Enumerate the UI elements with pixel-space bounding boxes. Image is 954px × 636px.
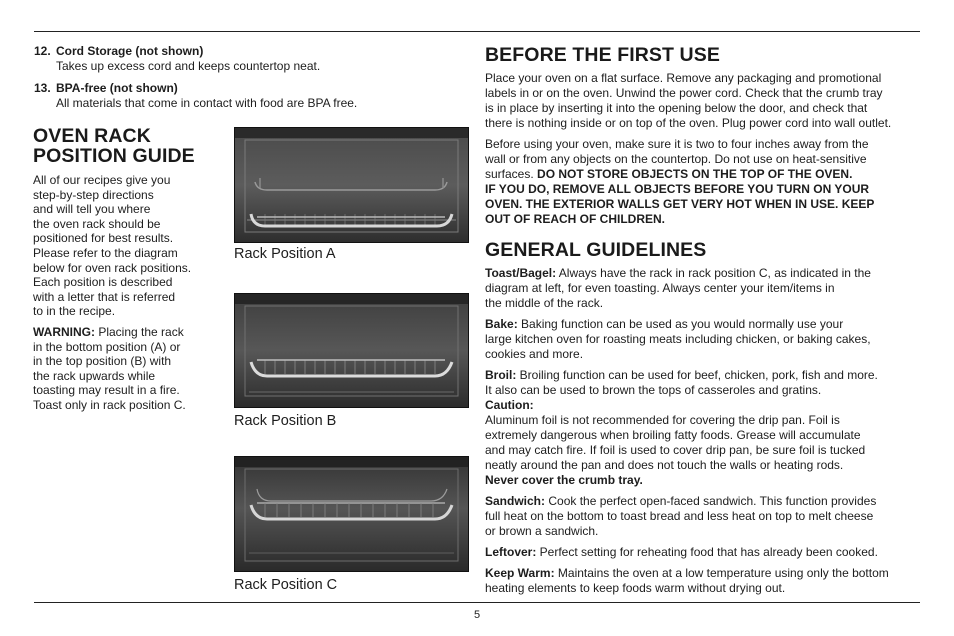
guideline-bake (485, 317, 925, 362)
text-line: OUT OF REACH OF CHILDREN. (485, 212, 665, 226)
text-line: Baking function can be used as you would normally use your (517, 317, 844, 331)
rack-caption-c: Rack Position C (234, 577, 338, 593)
text-line: It also can be used to brown the tops of casseroles and gratins. (485, 383, 822, 397)
guideline-leftover (485, 545, 925, 560)
text-line: Maintains the oven at a low temperature using only the bottom (554, 566, 889, 580)
text-line: the middle of the rack. (485, 296, 604, 310)
text-line: wall or from any objects on the countertop. Do not use on heat-sensitive (485, 152, 867, 166)
intro-line: positioned for best results. (33, 231, 174, 246)
feature-title: Cord Storage (not shown) (56, 44, 204, 58)
bake-label: Bake: (485, 317, 518, 331)
text-line: Place your oven on a flat surface. Remove any packaging and promotional (485, 71, 882, 85)
keep-warm-label: Keep Warm: (485, 566, 555, 580)
oven-interior-image (235, 128, 468, 242)
feature-item (34, 81, 454, 111)
text-line: Before using your oven, make sure it is two to four inches away from the (485, 137, 869, 151)
first-use-paragraph (485, 137, 925, 227)
text-line: there is nothing inside or on top of the oven. Plug power cord into wall outlet. (485, 116, 892, 130)
warning-line: Toast only in rack position C. (33, 397, 186, 412)
warning-line: the rack upwards while (33, 368, 156, 383)
text-line: extremely dangerous when broiling fatty foods. Grease will accumulate (485, 428, 861, 442)
text-line: Broiling function can be used for beef, chicken, pork, fish and more. (516, 368, 878, 382)
text-line: IF YOU DO, REMOVE ALL OBJECTS BEFORE YOU TURN ON YOUR (485, 182, 870, 196)
text-line: Always have the rack in rack position C, as indicated in the (556, 266, 871, 280)
intro-line: with a letter that is referred (33, 289, 176, 304)
rack-guide-intro (33, 173, 218, 319)
oven-interior-image (235, 294, 468, 407)
warning-line: in the bottom position (A) or (33, 339, 181, 354)
feature-number: 12. (34, 44, 51, 58)
page-number: 5 (473, 609, 481, 621)
guidelines-heading: GENERAL GUIDELINES (485, 239, 707, 261)
intro-line: All of our recipes give you (33, 173, 171, 187)
guidelines-section (485, 240, 925, 596)
rack-photo-a (234, 127, 469, 243)
feature-description: Takes up excess cord and keeps countertop neat. (56, 59, 321, 73)
intro-line: step-by-step directions (33, 187, 154, 202)
text-line: heating elements to keep foods warm without drying out. (485, 581, 786, 595)
text-line: neatly around the pan and does not touch the walls or heating rods. (485, 458, 844, 472)
oven-interior-image (235, 457, 468, 571)
text-line: or brown a sandwich. (485, 524, 599, 538)
guideline-toast (485, 266, 925, 311)
bottom-rule (34, 602, 920, 603)
rack-guide-section (33, 126, 218, 413)
text-line: Perfect setting for reheating food that has already been cooked. (536, 545, 878, 559)
first-use-section (485, 45, 925, 227)
intro-line: to in the recipe. (33, 304, 116, 319)
top-rule (34, 31, 920, 32)
first-use-heading: BEFORE THE FIRST USE (485, 44, 720, 66)
broil-label: Broil: (485, 368, 517, 382)
intro-line: the oven rack should be (33, 216, 161, 231)
intro-line: and will tell you where (33, 202, 151, 217)
text-line: Aluminum foil is not recommended for covering the drip pan. Foil is (485, 413, 840, 427)
text-line: OVEN. THE EXTERIOR WALLS GET VERY HOT WHEN IN USE. KEEP (485, 197, 875, 211)
rack-caption-b: Rack Position B (234, 413, 337, 429)
warning-line: in the top position (B) with (33, 354, 172, 369)
rack-guide-heading (33, 126, 218, 166)
text-line: diagram at left, for even toasting. Always center your item/items in (485, 281, 835, 295)
text-line: labels in or on the oven. Unwind the power cord. Check that the crumb tray (485, 86, 883, 100)
feature-list (34, 44, 454, 111)
text-line: cookies and more. (485, 347, 584, 361)
intro-line: below for oven rack positions. (33, 260, 192, 275)
warning-label: WARNING: (33, 324, 95, 339)
warning-line: toasting may result in a fire. (33, 383, 180, 398)
intro-line: Each position is described (33, 275, 173, 290)
feature-description: All materials that come in contact with food are BPA free. (56, 96, 358, 110)
toast-label: Toast/Bagel: (485, 266, 557, 280)
leftover-label: Leftover: (485, 545, 537, 559)
rack-guide-heading-line: OVEN RACK (33, 125, 151, 147)
text-line: Cook the perfect open-faced sandwich. This function provides (545, 494, 877, 508)
rack-guide-heading-line: POSITION GUIDE (33, 145, 195, 167)
warning-line: Placing the rack (95, 324, 184, 339)
guideline-keep-warm (485, 566, 925, 596)
first-use-paragraph (485, 71, 925, 131)
text-line: full heat on the bottom to toast bread and less heat on top to melt cheese (485, 509, 874, 523)
feature-title: BPA-free (not shown) (56, 81, 178, 95)
feature-item (34, 44, 454, 74)
text-line: large kitchen oven for roasting meats including chicken, or baking cakes, (485, 332, 871, 346)
rack-photo-c (234, 456, 469, 572)
text-line: surfaces. (485, 167, 538, 181)
caution-label: Caution: (485, 398, 534, 412)
rack-photo-b (234, 293, 469, 408)
text-line: and may catch fire. If foil is used to cover drip pan, be sure foil is tucked (485, 443, 866, 457)
intro-line: Please refer to the diagram (33, 245, 178, 260)
text-line: is in place by inserting it into the opening below the door, and check that (485, 101, 868, 115)
store-warning: DO NOT STORE OBJECTS ON THE TOP OF THE OVEN. (537, 167, 853, 181)
crumb-tray-warning: Never cover the crumb tray. (485, 473, 643, 487)
guideline-broil (485, 368, 925, 488)
sandwich-label: Sandwich: (485, 494, 546, 508)
rack-caption-a: Rack Position A (234, 246, 336, 262)
rack-guide-warning (33, 325, 218, 413)
feature-number: 13. (34, 81, 51, 95)
guideline-sandwich (485, 494, 925, 539)
